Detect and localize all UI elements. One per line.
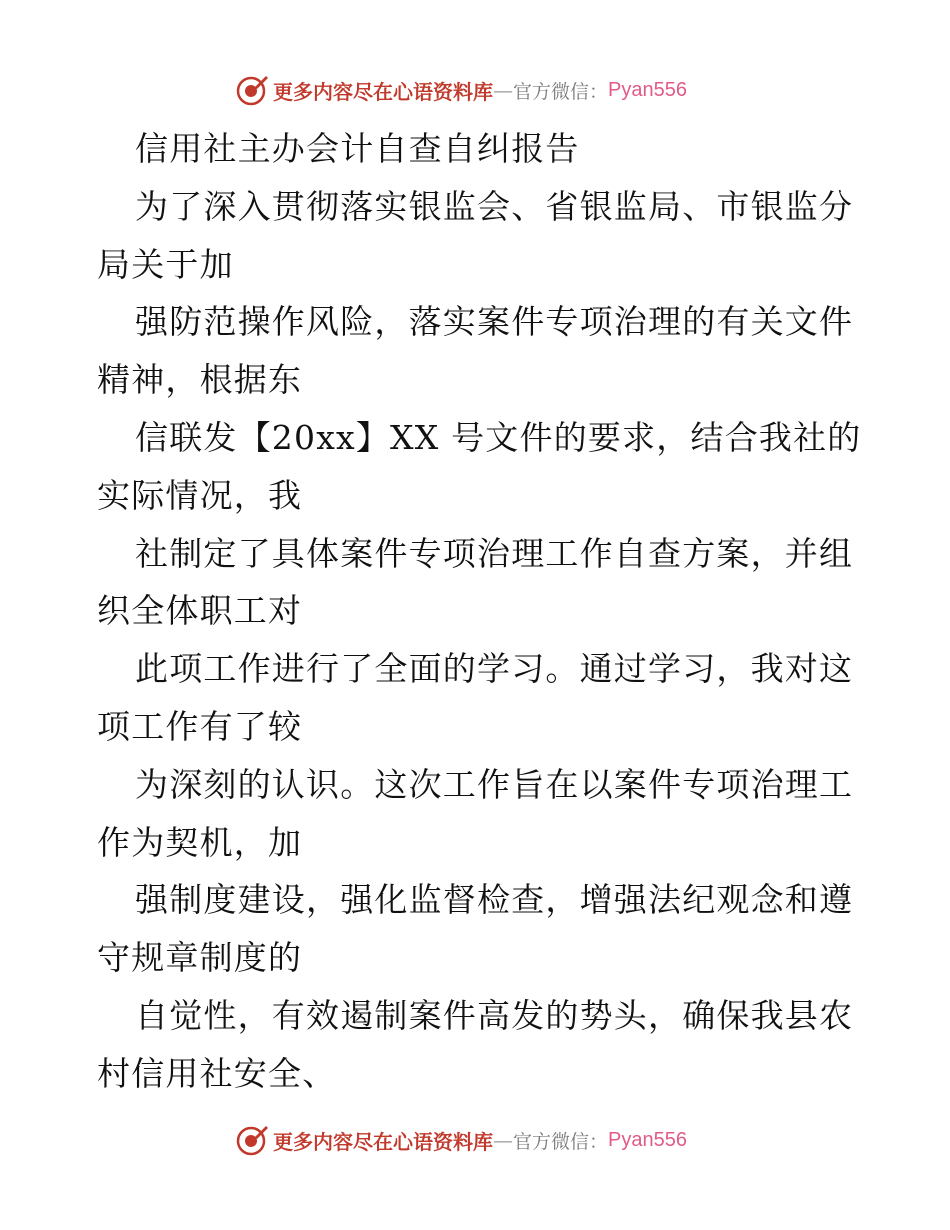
text-line: 精神，根据东 [97, 360, 303, 400]
wechat-id: Pyan556 [608, 78, 687, 101]
text-line: 守规章制度的 [97, 938, 303, 978]
document-title: 信用社主办会计自查自纠报告 [135, 129, 580, 168]
footer-watermark [235, 1122, 687, 1158]
text-line: 为了深入贯彻落实银监会、省银监局、市银监分 [135, 186, 854, 226]
text-line: 自觉性，有效遏制案件高发的势头，确保我县农 [135, 995, 854, 1035]
pen-logo-icon [235, 73, 269, 107]
text-line: 社制定了具体案件专项治理工作自查方案，并组 [135, 533, 854, 573]
text-line: 织全体职工对 [97, 591, 303, 631]
text-line: 作为契机，加 [97, 822, 303, 862]
dash-separator: — [493, 1128, 513, 1152]
text-line: 强防范操作风险，落实案件专项治理的有关文件 [135, 302, 854, 342]
text-line: 实际情况，我 [97, 475, 303, 515]
text-line: 局关于加 [97, 244, 234, 284]
dash-separator: — [493, 78, 513, 102]
promo-text: 更多内容尽在心语资料库 [273, 79, 493, 104]
text-line: 为深刻的认识。这次工作旨在以案件专项治理工 [135, 764, 854, 804]
text-line: 项工作有了较 [97, 706, 303, 746]
wechat-label: 官方微信： [513, 80, 609, 103]
pen-logo-icon [235, 1123, 269, 1157]
text-line: 此项工作进行了全面的学习。通过学习，我对这 [135, 649, 854, 689]
header-watermark [235, 72, 687, 108]
text-line: 强制度建设，强化监督检查，增强法纪观念和遵 [135, 880, 854, 920]
promo-text: 更多内容尽在心语资料库 [273, 1129, 493, 1154]
wechat-label: 官方微信： [513, 1130, 609, 1153]
wechat-id: Pyan556 [608, 1128, 687, 1151]
text-line: 村信用社安全、 [97, 1053, 337, 1093]
document-body [97, 120, 862, 1103]
text-line: 信联发【20xx】XX 号文件的要求，结合我社的 [135, 417, 862, 457]
